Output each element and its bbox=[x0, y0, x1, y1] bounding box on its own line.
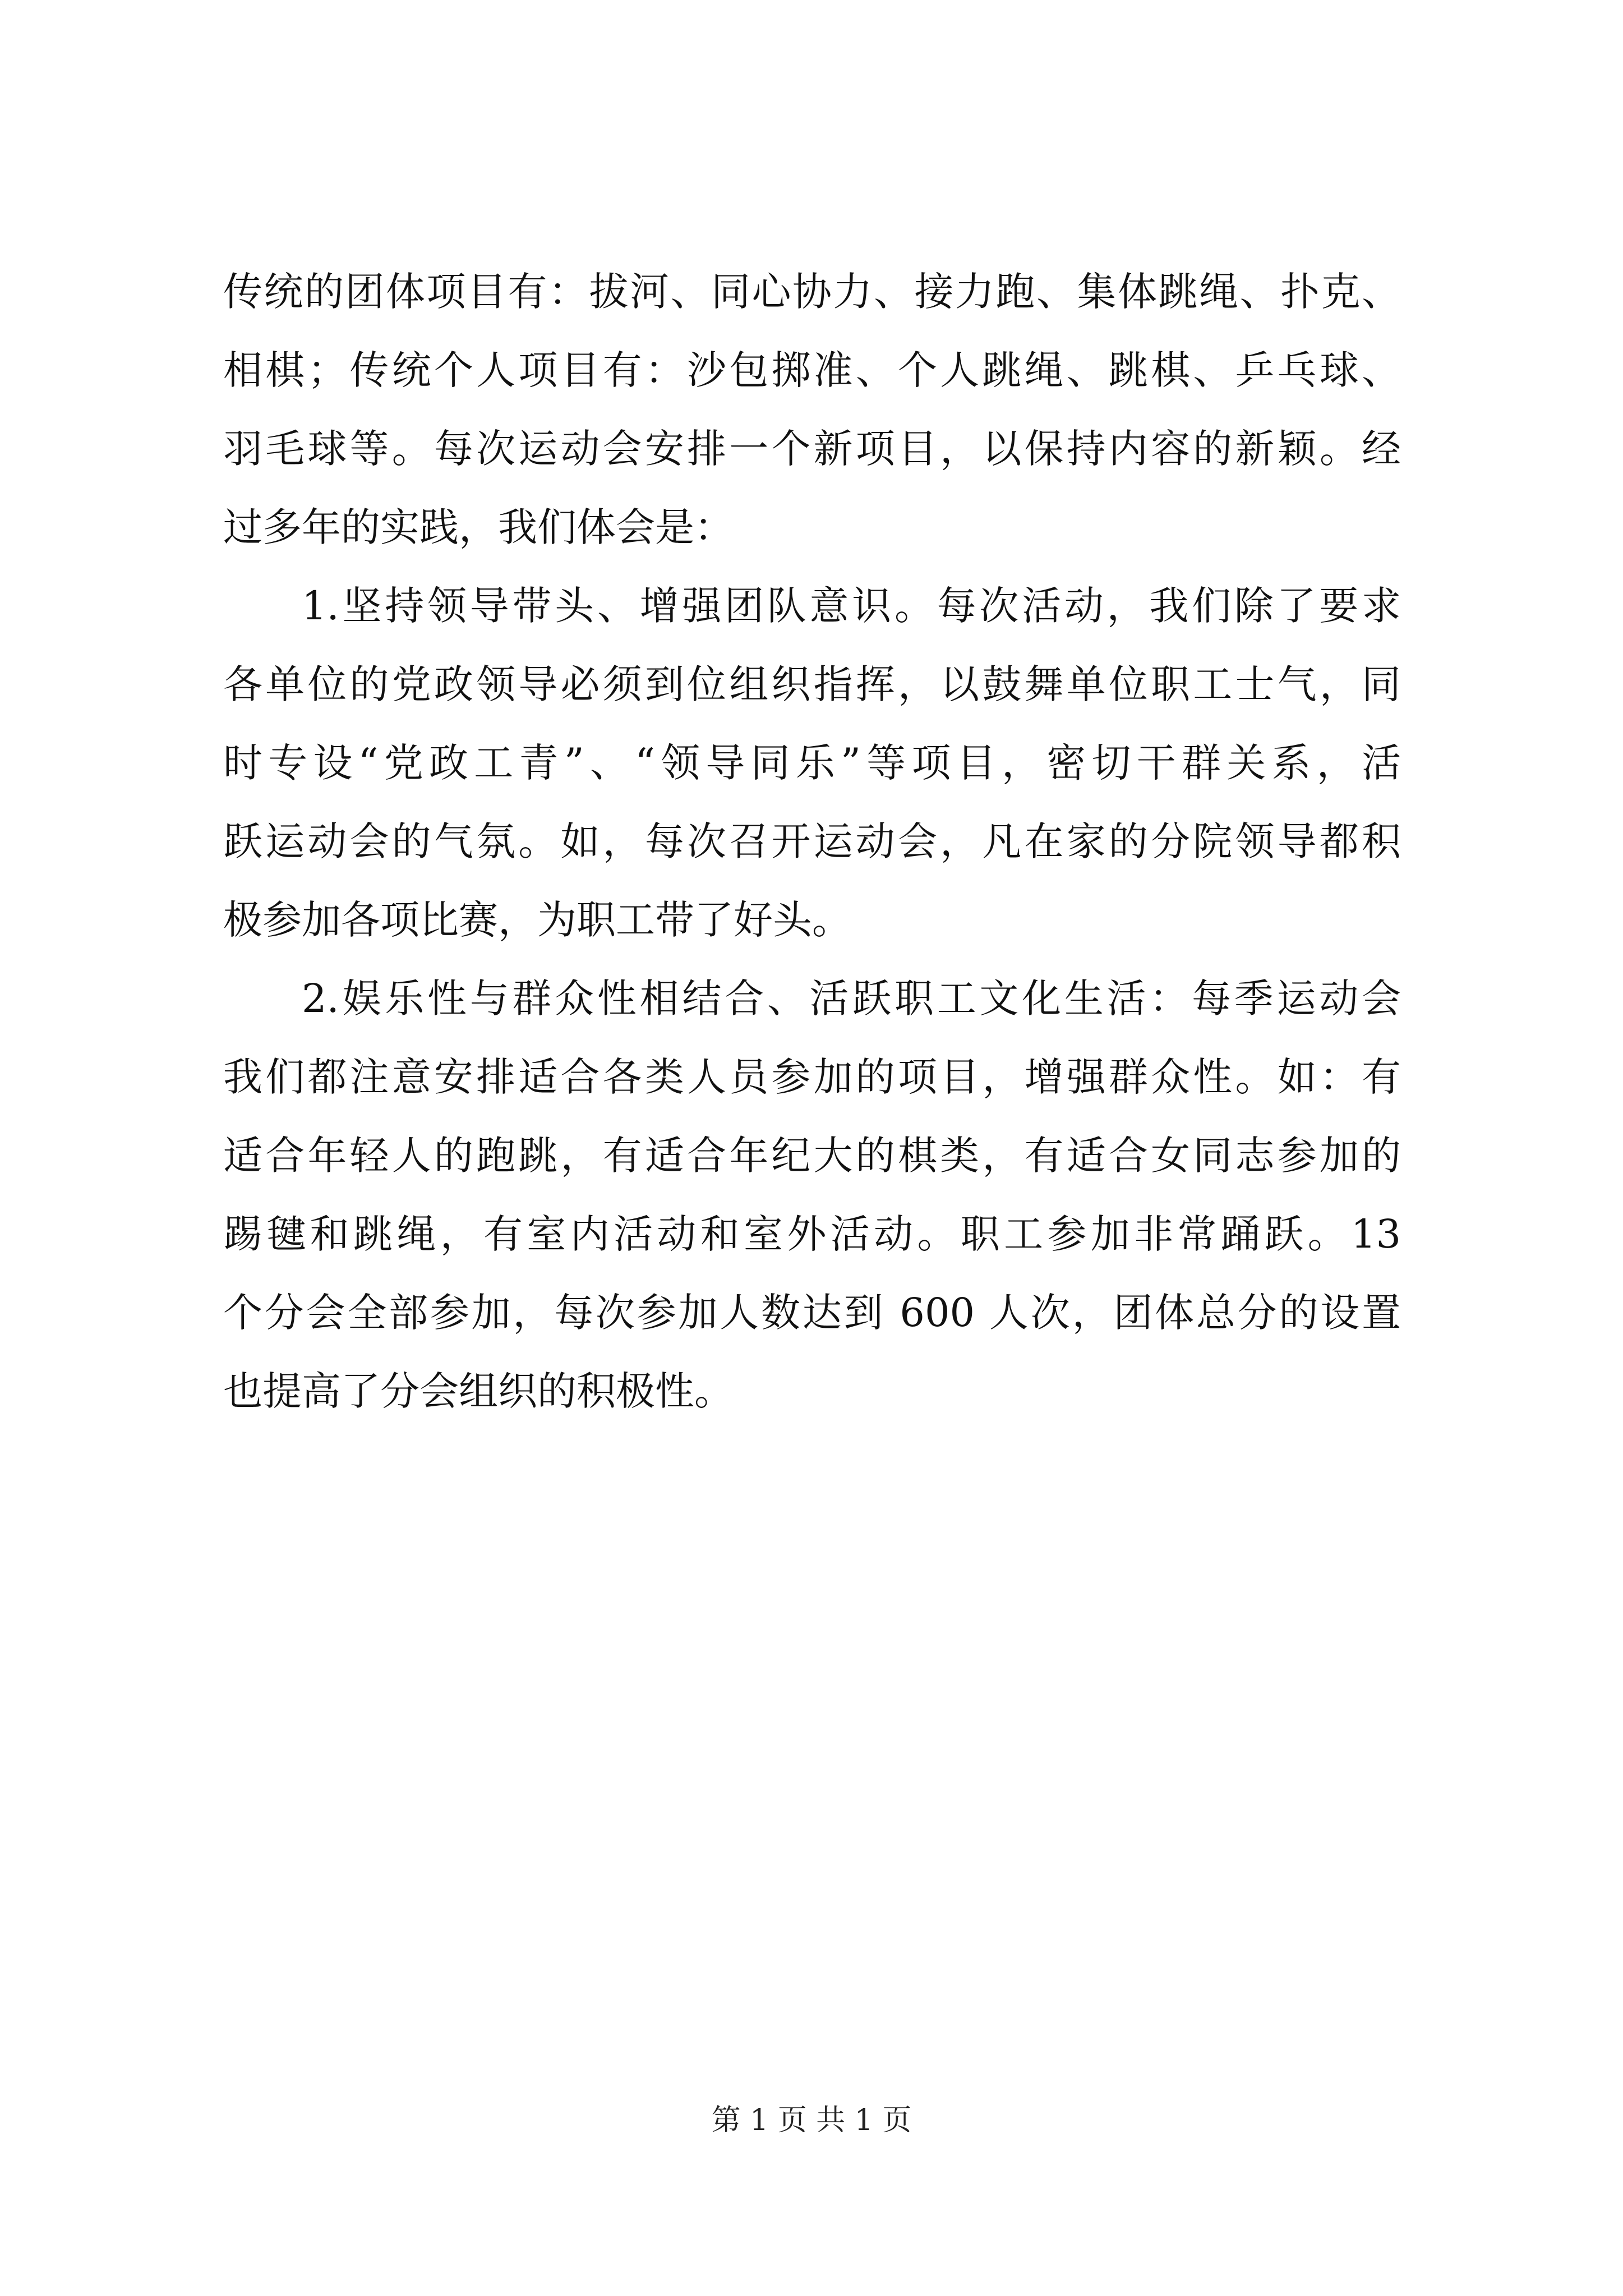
text-line: 传统的团体项目有：拔河、同心协力、接力跑、集体跳绳、扑克、 bbox=[223, 269, 1401, 315]
text-line: 羽毛球等。每次运动会安排一个新项目，以保持内容的新颖。经 bbox=[223, 426, 1401, 472]
text-line: 踢毽和跳绳，有室内活动和室外活动。职工参加非常踊跃。13 bbox=[223, 1211, 1401, 1257]
text-line: 极参加各项比赛，为职工带了好头。 bbox=[223, 897, 851, 943]
text-line: 时专设“党政工青”、“领导同乐”等项目，密切干群关系，活 bbox=[223, 740, 1401, 786]
text-line: 2.娱乐性与群众性相结合、活跃职工文化生活：每季运动会 bbox=[302, 976, 1401, 1022]
text-line: 跃运动会的气氛。如，每次召开运动会，凡在家的分院领导都积 bbox=[223, 818, 1401, 864]
text-line: 1.坚持领导带头、增强团队意识。每次活动，我们除了要求 bbox=[302, 583, 1401, 629]
text-line: 相棋；传统个人项目有：沙包掷准、个人跳绳、跳棋、乒乓球、 bbox=[223, 347, 1401, 393]
text-line: 过多年的实践，我们体会是： bbox=[223, 504, 734, 550]
text-line: 也提高了分会组织的积极性。 bbox=[223, 1368, 734, 1414]
text-line: 各单位的党政领导必须到位组织指挥，以鼓舞单位职工士气，同 bbox=[223, 661, 1401, 707]
text-line: 适合年轻人的跑跳，有适合年纪大的棋类，有适合女同志参加的 bbox=[223, 1133, 1401, 1179]
text-line: 我们都注意安排适合各类人员参加的项目，增强群众性。如：有 bbox=[223, 1054, 1401, 1100]
page-number-footer: 第 1 页 共 1 页 bbox=[711, 2104, 912, 2137]
document-body bbox=[223, 265, 1401, 1443]
text-line: 个分会全部参加，每次参加人数达到 600 人次，团体总分的设置 bbox=[223, 1290, 1401, 1336]
